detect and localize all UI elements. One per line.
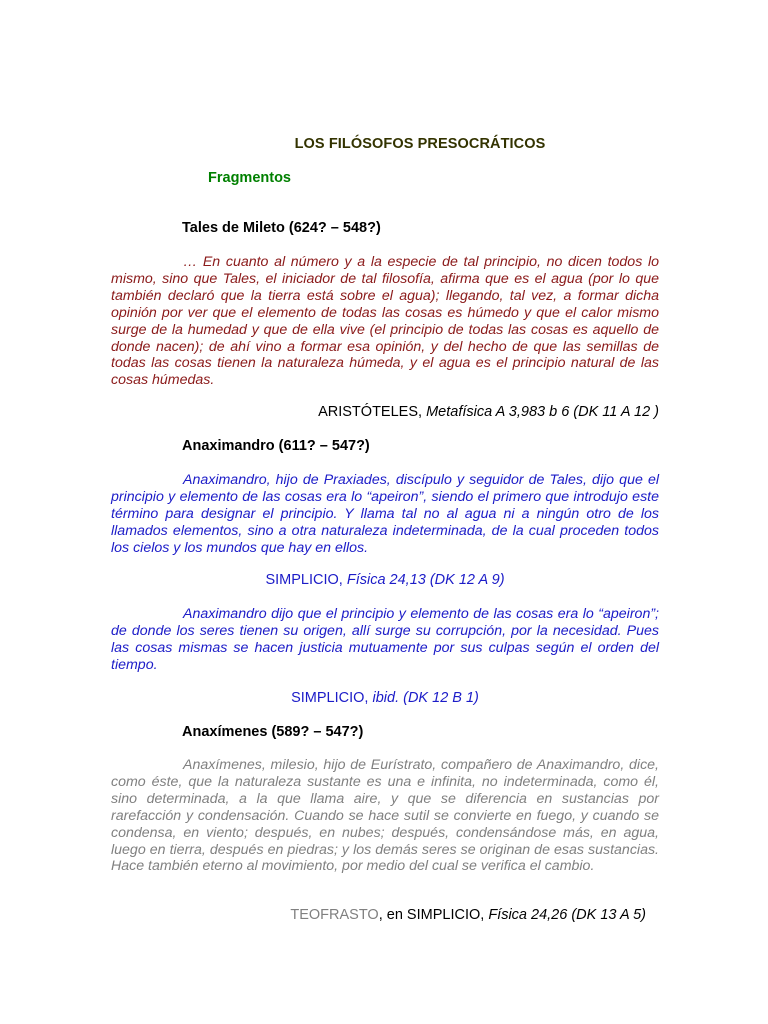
citation-work: Física 24,13 (DK 12 A 9) [346,572,505,588]
citation-anaximandro-2 [111,690,659,707]
citation-work: ibid. (DK 12 B 1) [372,690,479,706]
section-heading-anaximenes: Anaxímenes (589? – 547?) [182,724,364,740]
citation-author: SIMPLICIO, [291,690,373,706]
fragment-anaximandro-2: Anaximandro dijo que el principio y elemento de las cosas era lo “apeiron”; de donde los seres tienen su origen, allí surge su corrupción, por la necesidad. Pues las cosas mismas se hacen justicia mutuamente por sus culpas según el orden del tiempo. [111,606,659,673]
citation-work: Metafísica A 3,983 b 6 (DK 11 A 12 ) [426,404,659,420]
citation-anaximenes [111,907,646,924]
citation-author: TEOFRASTO [290,907,379,923]
document-subtitle: Fragmentos [208,170,291,186]
citation-anaximandro-1 [111,572,659,589]
citation-tales [111,404,659,421]
citation-work: Física 24,26 (DK 13 A 5) [488,907,646,923]
document-title: LOS FILÓSOFOS PRESOCRÁTICOS [294,136,546,152]
citation-author: SIMPLICIO, [265,572,347,588]
fragment-anaximenes: Anaxímenes, milesio, hijo de Eurístrato, compañero de Anaximandro, dice, como éste, que la naturaleza sustante es una e infinita, no indeterminada, como él, sino determinada, a la que llama aire, y que se diferencia en sustancias por rarefacción y condensación. Cuando se hace sutil se convierte en fuego, y cuando se condensa, en viento; después, en nubes; después, condensándose más, en agua, luego en tierra, después en piedras; y los demás seres se originan de esas sustancias. Hace también eterno al movimiento, por medio del cual se verifica el cambio. [111,757,659,875]
fragment-anaximandro-1: Anaximandro, hijo de Praxiades, discípulo y seguidor de Tales, dijo que el principio y elemento de las cosas era lo “apeiron”, siendo el primero que introdujo este término para designar el principio. Y llama tal no al agua ni a ningún otro de los llamados elementos, sino a otra naturaleza indeterminada, de la cual proceden todos los cielos y los mundos que hay en ellos. [111,472,659,556]
fragment-tales: … En cuanto al número y a la especie de tal principio, no dicen todos lo mismo, sino que Tales, el iniciador de tal filosofía, afirma que es el agua (por lo que también declaró que la tierra está sobre el agua); llegando, tal vez, a formar dicha opinión por ver que el elemento de todas las cosas es húmedo y que el calor mismo surge de la humedad y que de ella vive (el principio de todas las cosas es aquello de donde nacen); de ahí vino a formar esa opinión, y del hecho de que las semillas de todas las cosas tienen la naturaleza húmeda, y el agua es el principio natural de las cosas húmedas. [111,254,659,389]
section-heading-anaximandro: Anaximandro (611? – 547?) [182,438,370,454]
citation-middle: , en SIMPLICIO, [378,907,489,923]
section-heading-tales: Tales de Mileto (624? – 548?) [182,220,381,236]
citation-author: ARISTÓTELES, [318,404,427,420]
